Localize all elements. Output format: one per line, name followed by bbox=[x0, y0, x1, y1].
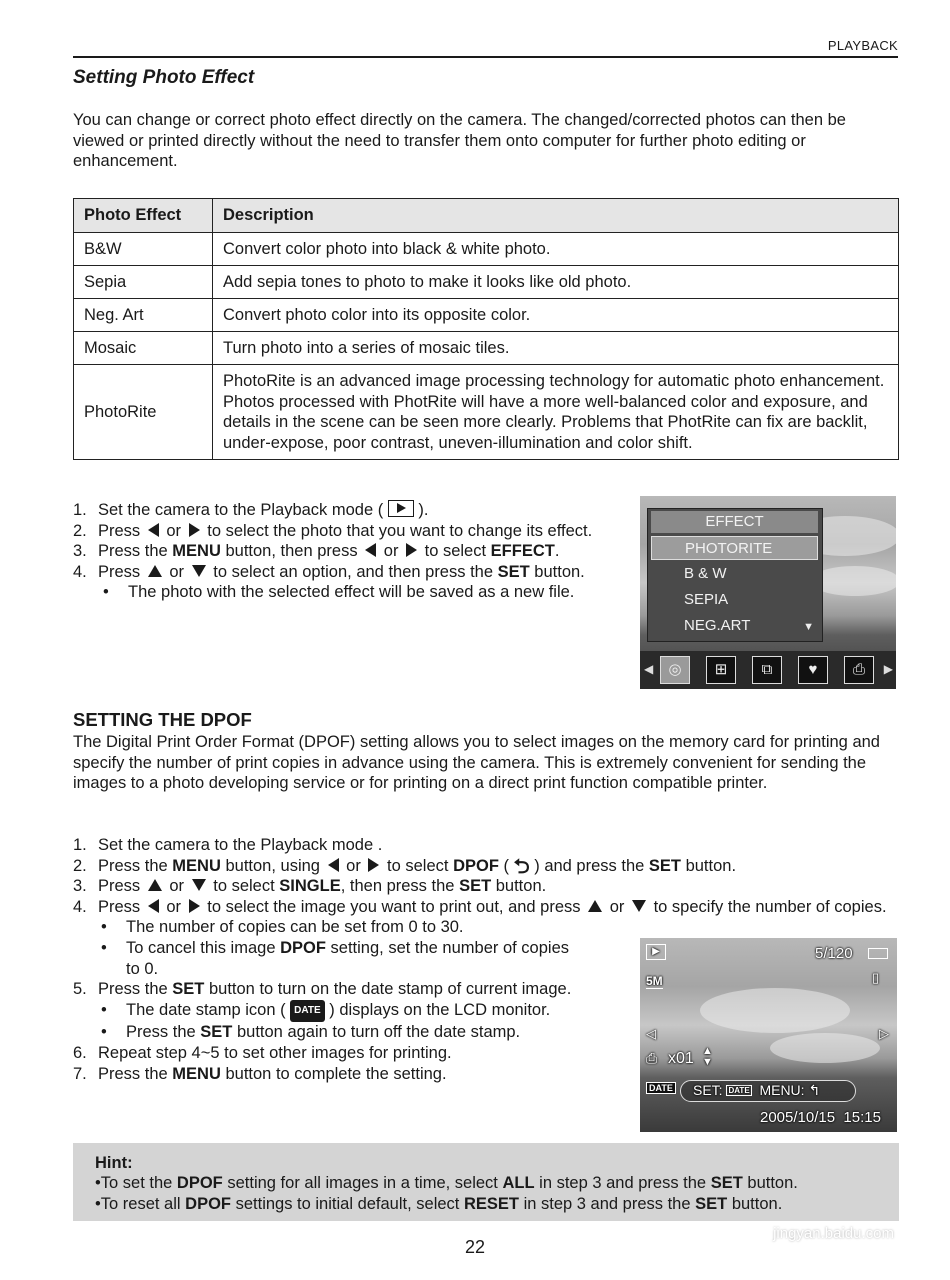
list-item: • The photo with the selected effect will be saved as a new file. bbox=[103, 583, 575, 602]
table-cell: PhotoRite bbox=[74, 365, 213, 460]
printer-icon: ⎙ bbox=[646, 1050, 658, 1066]
table-cell: PhotoRite is an advanced image processing technology for automatic photo enhancement. Photos processed with PhotRite will have a more well-balanced color and exposure, and details in the scene can be seen more clearly. Problems that PhotRite can fix are backlit, under-expose, poor contrast, uneven-illumination and color shift. bbox=[213, 365, 899, 460]
camera-dpof-screen bbox=[640, 938, 897, 1132]
copies-count: x01 bbox=[668, 1050, 694, 1067]
menu-item-bw[interactable]: B & W bbox=[684, 565, 727, 582]
left-arrow-icon bbox=[148, 899, 159, 913]
effect-photorite-icon[interactable]: ◎ bbox=[660, 656, 690, 684]
effect-intro: You can change or correct photo effect directly on the camera. The changed/corrected photos can then be viewed or printed directly without the need to transfer them onto computer for further photo editing or enhancement. bbox=[73, 111, 846, 170]
voice-memo-icon[interactable]: ⎙ bbox=[844, 656, 874, 684]
date-stamp-icon: DATE bbox=[290, 1000, 324, 1023]
list-item: 6. Repeat step 4~5 to set other images for printing. bbox=[73, 1043, 452, 1062]
favorite-heart-icon[interactable]: ♥ bbox=[798, 656, 828, 684]
table-cell: Convert color photo into black & white photo. bbox=[213, 233, 899, 266]
effect-menu bbox=[647, 508, 823, 642]
table-cell: Turn photo into a series of mosaic tiles. bbox=[213, 332, 899, 365]
table-row bbox=[74, 332, 899, 365]
list-item: • Press the SET button again to turn off the date stamp. bbox=[101, 1023, 521, 1042]
table-row bbox=[74, 365, 899, 460]
table-cell: Convert photo color into its opposite color. bbox=[213, 299, 899, 332]
screen-left-arrow-icon: ◁ bbox=[646, 1026, 656, 1041]
table-cell: Neg. Art bbox=[74, 299, 213, 332]
playback-icon bbox=[388, 500, 414, 517]
table-header-row bbox=[74, 199, 899, 233]
effect-menu-title: EFFECT bbox=[651, 511, 818, 533]
section-label: PLAYBACK bbox=[827, 38, 898, 53]
hint-line: •To set the DPOF setting for all images in a time, select ALL in step 3 and press the SET button. bbox=[95, 1174, 798, 1192]
toolbar-left-icon[interactable]: ◀ bbox=[644, 662, 654, 676]
dpof-print-icon: ⮌ bbox=[513, 855, 530, 878]
dpof-intro: The Digital Print Order Format (DPOF) setting allows you to select images on the memory card for printing and specify the number of print copies in advance using the camera. This is extremely convenient for sending the images to a photo developing service or for printing on a direct print function compatible printer. bbox=[73, 733, 880, 792]
battery-icon bbox=[868, 948, 888, 959]
page-number: 22 bbox=[464, 1237, 486, 1257]
copies-stepper-icon[interactable]: ▲ ▼ bbox=[702, 1045, 713, 1068]
playback-mode-icon: ▶ bbox=[646, 944, 666, 960]
list-item: 4. Press or to select an option, and then press the SET button. bbox=[73, 562, 585, 581]
toolbar-right-icon[interactable]: ▶ bbox=[883, 662, 893, 676]
camera-effect-screen bbox=[640, 496, 896, 689]
right-arrow-icon bbox=[368, 858, 379, 872]
menu-item-negart[interactable]: NEG.ART bbox=[684, 617, 751, 634]
landscape-photo bbox=[640, 938, 897, 1132]
table-cell: Add sepia tones to photo to make it looks like old photo. bbox=[213, 266, 899, 299]
left-arrow-icon bbox=[365, 543, 376, 557]
list-item: 3. Press or to select SINGLE, then press the SET button. bbox=[73, 877, 547, 896]
list-item: 1. Set the camera to the Playback mode ( ). bbox=[73, 501, 429, 519]
list-item: • The number of copies can be set from 0 to 30. bbox=[101, 918, 464, 937]
up-arrow-icon bbox=[148, 879, 162, 891]
table-row bbox=[74, 233, 899, 266]
right-arrow-icon bbox=[189, 523, 200, 537]
scroll-down-icon: ▼ bbox=[803, 621, 814, 633]
down-arrow-icon bbox=[632, 900, 646, 912]
return-icon: ↰ bbox=[808, 1082, 821, 1098]
down-arrow-icon bbox=[192, 565, 206, 577]
table-header: Photo Effect bbox=[74, 199, 213, 233]
up-arrow-icon bbox=[148, 565, 162, 577]
list-item: 2. Press or to select the photo that you want to change its effect. bbox=[73, 521, 593, 540]
page-header bbox=[73, 38, 898, 58]
list-item: 5. Press the SET button to turn on the date stamp of current image. bbox=[73, 980, 572, 999]
table-header: Description bbox=[213, 199, 899, 233]
effect-table bbox=[73, 198, 899, 460]
list-item: 4. Press or to select the image you want to print out, and press or to specify the number of copies. bbox=[73, 897, 887, 916]
list-item: • To cancel this image DPOF setting, set the number of copies to 0. bbox=[101, 938, 569, 978]
down-arrow-icon bbox=[192, 879, 206, 891]
list-item: • The date stamp icon ( DATE ) displays on the LCD monitor. bbox=[73, 1000, 899, 1023]
screen-right-arrow-icon: ▷ bbox=[879, 1026, 889, 1041]
hint-title: Hint: bbox=[95, 1154, 133, 1172]
menu-item-sepia[interactable]: SEPIA bbox=[684, 591, 729, 608]
image-counter: 5/120 bbox=[815, 945, 853, 962]
list-item: 2. Press the MENU button, using or to select DPOF ( ⮌ ) and press the SET button. bbox=[73, 855, 737, 878]
table-cell: Sepia bbox=[74, 266, 213, 299]
table-cell: Mosaic bbox=[74, 332, 213, 365]
table-row bbox=[74, 299, 899, 332]
list-item: 3. Press the MENU button, then press or to select EFFECT. bbox=[73, 542, 560, 561]
watermark: jingyan.baidu.com bbox=[773, 1225, 894, 1242]
effect-toolbar bbox=[640, 651, 896, 689]
left-arrow-icon bbox=[148, 523, 159, 537]
up-arrow-icon bbox=[588, 900, 602, 912]
list-item: 7. Press the MENU button to complete the setting. bbox=[73, 1064, 447, 1083]
dpof-title: SETTING THE DPOF bbox=[73, 709, 252, 730]
mosaic-icon[interactable]: ⊞ bbox=[706, 656, 736, 684]
table-row bbox=[74, 266, 899, 299]
hint-box bbox=[73, 1143, 899, 1221]
effect-steps bbox=[73, 500, 618, 603]
left-arrow-icon bbox=[328, 858, 339, 872]
list-item: 1. Set the camera to the Playback mode . bbox=[73, 836, 383, 854]
date-stamp-icon: DATE bbox=[646, 1082, 676, 1094]
resize-icon[interactable]: ⧉ bbox=[752, 656, 782, 684]
right-arrow-icon bbox=[406, 543, 417, 557]
resolution-badge: 5M bbox=[646, 974, 663, 988]
right-arrow-icon bbox=[189, 899, 200, 913]
dpof-controls-bar: SET: DATE MENU: ↰ bbox=[680, 1080, 856, 1102]
effect-title: Setting Photo Effect bbox=[73, 67, 255, 88]
hint-line: •To reset all DPOF settings to initial default, select RESET in step 3 and press the SET button. bbox=[95, 1195, 783, 1213]
card-icon: ▯ bbox=[872, 970, 880, 985]
timestamp: 2005/10/15 15:15 bbox=[760, 1109, 881, 1126]
table-cell: B&W bbox=[74, 233, 213, 266]
menu-item-photorite[interactable]: PHOTORITE bbox=[651, 536, 818, 560]
